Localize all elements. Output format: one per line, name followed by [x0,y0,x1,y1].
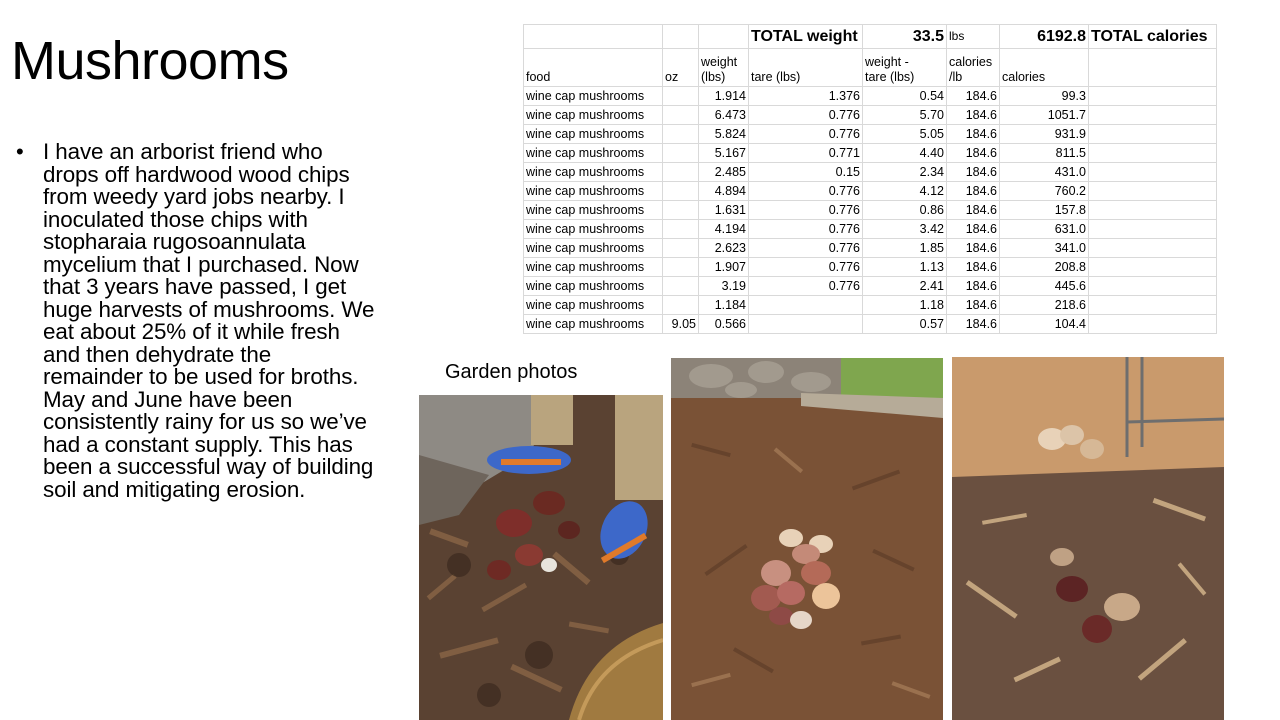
cell-food: wine cap mushrooms [524,258,663,277]
cell-net-weight: 2.34 [863,163,947,182]
bullet-text: I have an arborist friend who drops off hardwood wood chips from weedy yard jobs nearby. I inoculated those chips with stopharaia rugosoannulata mycelium that I purchased. Now that 3 years have passed, I get huge harvests of mushrooms. We eat about 25% of it while fresh and then dehydrate the remainder to be used for broths. May and June have been consistently rainy for us so we’ve had a constant supply. This has been a successful way of building soil and mitigating erosion. [43,139,375,502]
cell-weight: 1.184 [699,296,749,315]
cell-calories: 208.8 [1000,258,1089,277]
total-weight-label: TOTAL weight [749,25,863,49]
cell-empty [1089,315,1217,334]
cell-food: wine cap mushrooms [524,220,663,239]
cell-calories-per-lb: 184.6 [947,106,1000,125]
header-food: food [524,49,663,87]
cell-net-weight: 5.05 [863,125,947,144]
table-row [524,182,1217,201]
cell-calories-per-lb: 184.6 [947,125,1000,144]
cell-calories-per-lb: 184.6 [947,315,1000,334]
cell-food: wine cap mushrooms [524,239,663,258]
cell-tare: 0.15 [749,163,863,182]
cell-calories: 811.5 [1000,144,1089,163]
table-row [524,87,1217,106]
cell-empty [1089,106,1217,125]
cell-weight: 6.473 [699,106,749,125]
total-calories-label: TOTAL calories [1089,25,1217,49]
cell-calories-per-lb: 184.6 [947,220,1000,239]
cell-calories-per-lb: 184.6 [947,239,1000,258]
cell-oz [663,220,699,239]
cell-empty [524,25,663,49]
header-wmt-line1: weight - [865,55,909,69]
total-weight-value: 33.5 [863,25,947,49]
cell-tare: 1.376 [749,87,863,106]
header-calories-per-lb [947,49,1000,87]
header-weight-line2: (lbs) [701,70,726,84]
cell-empty [1089,201,1217,220]
totals-row [524,25,1217,49]
cell-weight: 5.824 [699,125,749,144]
cell-calories-per-lb: 184.6 [947,258,1000,277]
cell-empty [1089,182,1217,201]
cell-net-weight: 5.70 [863,106,947,125]
cell-net-weight: 3.42 [863,220,947,239]
cell-tare: 0.776 [749,182,863,201]
cell-calories-per-lb: 184.6 [947,163,1000,182]
cell-calories: 631.0 [1000,220,1089,239]
cell-calories: 341.0 [1000,239,1089,258]
cell-food: wine cap mushrooms [524,277,663,296]
cell-oz [663,106,699,125]
cell-net-weight: 0.54 [863,87,947,106]
header-weight [699,49,749,87]
cell-calories: 157.8 [1000,201,1089,220]
cell-calories-per-lb: 184.6 [947,296,1000,315]
cell-net-weight: 4.40 [863,144,947,163]
cell-oz [663,144,699,163]
header-cpl-line2: /lb [949,70,963,84]
cell-tare [749,315,863,334]
cell-weight: 0.566 [699,315,749,334]
cell-tare: 0.776 [749,239,863,258]
table-row [524,201,1217,220]
cell-oz [663,277,699,296]
cell-empty [1089,163,1217,182]
cell-calories: 104.4 [1000,315,1089,334]
cell-tare: 0.771 [749,144,863,163]
table-row [524,220,1217,239]
cell-net-weight: 0.57 [863,315,947,334]
table-row [524,163,1217,182]
cell-calories: 431.0 [1000,163,1089,182]
cell-tare: 0.776 [749,125,863,144]
cell-food: wine cap mushrooms [524,182,663,201]
header-row [524,49,1217,87]
slide-title: Mushrooms [11,31,289,91]
cell-net-weight: 0.86 [863,201,947,220]
garden-photo-feet [419,395,663,720]
table-row [524,106,1217,125]
cell-empty [1089,296,1217,315]
garden-photo-trellis [952,357,1224,720]
cell-empty [1089,258,1217,277]
cell-tare [749,296,863,315]
cell-food: wine cap mushrooms [524,106,663,125]
cell-weight: 1.914 [699,87,749,106]
table-row [524,144,1217,163]
cell-calories-per-lb: 184.6 [947,182,1000,201]
cell-calories: 218.6 [1000,296,1089,315]
cell-oz: 9.05 [663,315,699,334]
cell-tare: 0.776 [749,201,863,220]
bullet-list [16,141,376,501]
header-calories: calories [1000,49,1089,87]
cell-calories: 760.2 [1000,182,1089,201]
table-row [524,258,1217,277]
header-wmt-line2: tare (lbs) [865,70,915,84]
table-row [524,125,1217,144]
cell-food: wine cap mushrooms [524,315,663,334]
photos-caption: Garden photos [445,361,578,383]
harvest-spreadsheet [523,24,1217,334]
cell-food: wine cap mushrooms [524,296,663,315]
cell-oz [663,182,699,201]
cell-weight: 4.194 [699,220,749,239]
cell-empty [1089,220,1217,239]
cell-calories: 445.6 [1000,277,1089,296]
cell-calories-per-lb: 184.6 [947,144,1000,163]
cell-empty [1089,239,1217,258]
bullet-dot: • [16,139,24,164]
cell-calories-per-lb: 184.6 [947,277,1000,296]
header-oz: oz [663,49,699,87]
cell-tare: 0.776 [749,277,863,296]
cell-calories: 1051.7 [1000,106,1089,125]
cell-weight: 5.167 [699,144,749,163]
header-cpl-line1: calories [949,55,993,69]
cell-tare: 0.776 [749,106,863,125]
header-tare: tare (lbs) [749,49,863,87]
cell-oz [663,87,699,106]
cell-oz [663,296,699,315]
cell-oz [663,258,699,277]
cell-empty [1089,87,1217,106]
cell-weight: 3.19 [699,277,749,296]
cell-net-weight: 1.85 [863,239,947,258]
cell-weight: 2.623 [699,239,749,258]
cell-tare: 0.776 [749,258,863,277]
cell-weight: 4.894 [699,182,749,201]
cell-calories: 99.3 [1000,87,1089,106]
cell-food: wine cap mushrooms [524,125,663,144]
cell-net-weight: 1.13 [863,258,947,277]
cell-calories-per-lb: 184.6 [947,201,1000,220]
header-weight-minus-tare [863,49,947,87]
cell-empty [699,25,749,49]
cell-oz [663,163,699,182]
cell-food: wine cap mushrooms [524,163,663,182]
cell-empty [1089,277,1217,296]
total-calories-value: 6192.8 [1000,25,1089,49]
cell-oz [663,201,699,220]
garden-photo-pile [671,358,943,720]
cell-oz [663,125,699,144]
cell-net-weight: 4.12 [863,182,947,201]
cell-tare: 0.776 [749,220,863,239]
table-row [524,239,1217,258]
total-weight-unit: lbs [947,25,1000,49]
cell-calories: 931.9 [1000,125,1089,144]
cell-weight: 1.907 [699,258,749,277]
header-weight-line1: weight [701,55,738,69]
cell-food: wine cap mushrooms [524,144,663,163]
cell-empty [663,25,699,49]
cell-oz [663,239,699,258]
cell-weight: 1.631 [699,201,749,220]
cell-empty [1089,144,1217,163]
cell-empty [1089,49,1217,87]
cell-calories-per-lb: 184.6 [947,87,1000,106]
cell-net-weight: 2.41 [863,277,947,296]
table-row [524,315,1217,334]
cell-net-weight: 1.18 [863,296,947,315]
cell-weight: 2.485 [699,163,749,182]
cell-food: wine cap mushrooms [524,201,663,220]
cell-empty [1089,125,1217,144]
cell-food: wine cap mushrooms [524,87,663,106]
table-row [524,296,1217,315]
table-row [524,277,1217,296]
